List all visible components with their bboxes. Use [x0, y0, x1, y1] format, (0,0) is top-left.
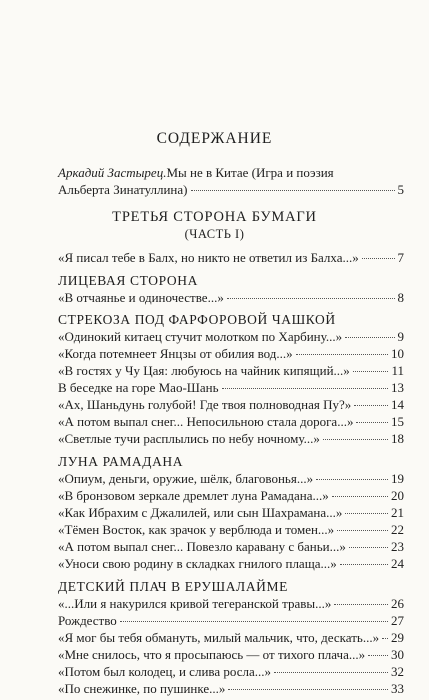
toc-entry-page: 20: [391, 488, 404, 503]
toc-entry-title: «Тёмен Восток, как зрачок у верблюда и томен...»: [58, 522, 335, 537]
toc-entry[interactable]: [58, 414, 404, 431]
toc-entry-page: 15: [391, 414, 404, 429]
author-entry-text-line2: Альберта Зинатуллина): [58, 182, 188, 197]
dot-leader: [191, 190, 395, 191]
toc-entry[interactable]: [58, 471, 404, 488]
toc-entry-title: «Опиум, деньги, оружие, шёлк, благовонья...»: [58, 471, 314, 486]
toc-entry-title: «Ах, Шаньдунь голубой! Где твоя полноводная Пу?»: [58, 397, 352, 412]
toc-entry-title: «Когда потемнеет Янцзы от обилия вод...»: [58, 346, 293, 361]
dot-leader: [353, 371, 389, 372]
toc-entry-title: «В отчаянье и одиночестве...»: [58, 290, 224, 305]
toc-entry-page: 27: [391, 613, 404, 628]
toc-entry[interactable]: [58, 346, 404, 363]
toc-entry[interactable]: [58, 522, 404, 539]
section-heading: ЛИЦЕВАЯ СТОРОНА: [58, 273, 198, 288]
dot-leader: [227, 298, 395, 299]
toc-entry-title: Рождество: [58, 613, 117, 628]
part-subtitle: (ЧАСТЬ I): [184, 227, 245, 241]
toc-entry-title: «Я писал тебе в Балх, но никто не ответил из Балха...»: [58, 250, 359, 265]
toc-entry[interactable]: [58, 290, 404, 307]
toc-entry-title: В беседке на горе Мао-Шань: [58, 380, 219, 395]
dot-leader: [349, 547, 388, 548]
part-title: ТРЕТЬЯ СТОРОНА БУМАГИ: [112, 209, 317, 225]
toc-entry-title: «В бронзовом зеркале дремлет луна Рамадана...»: [58, 488, 329, 503]
toc-entry[interactable]: [58, 329, 404, 346]
dot-leader: [337, 530, 388, 531]
toc-entry-page: 14: [391, 397, 404, 412]
toc-entry[interactable]: [58, 647, 404, 664]
toc-entry-page: 30: [391, 647, 404, 662]
toc-entry-page: 29: [391, 630, 404, 645]
toc-entry-title: «Потом был колодец, и слива росла...»: [58, 664, 271, 679]
toc-entry[interactable]: [58, 664, 404, 681]
toc-entry[interactable]: [58, 380, 404, 397]
toc-entry-page: 24: [391, 556, 404, 571]
toc-entry[interactable]: [58, 539, 404, 556]
dot-leader: [222, 388, 388, 389]
toc-entry[interactable]: [58, 630, 404, 647]
toc-entry-title: «А потом выпал снег... Повезло каравану с баньи...»: [58, 539, 346, 554]
dot-leader: [323, 439, 388, 440]
toc-entry-page: 21: [391, 505, 404, 520]
toc-entry[interactable]: [58, 613, 404, 630]
dot-leader: [316, 479, 388, 480]
dot-leader: [356, 422, 388, 423]
toc-entry-title: «Как Ибрахим с Джалилей, или сын Шахрамана...»: [58, 505, 343, 520]
toc-entry-page: 18: [391, 431, 404, 446]
dot-leader: [382, 638, 388, 639]
section-heading: ДЕТСКИЙ ПЛАЧ В ЕРУШАЛАЙМЕ: [58, 579, 288, 594]
dot-leader: [345, 513, 388, 514]
toc-entry[interactable]: [58, 397, 404, 414]
toc-entry[interactable]: [58, 431, 404, 448]
toc-entry-page: 32: [391, 664, 404, 679]
toc-entry-page: 33: [391, 681, 404, 696]
toc-entry[interactable]: [58, 681, 404, 698]
toc-entry[interactable]: [58, 556, 404, 573]
toc-entry[interactable]: [58, 250, 404, 267]
toc-entry[interactable]: [58, 596, 404, 613]
toc-entry-title: «Я мог бы тебя обмануть, милый мальчик, что, дескать...»: [58, 630, 379, 645]
dot-leader: [345, 337, 394, 338]
toc-entry-title: «А потом выпал снег... Непосильною стала дорога...»: [58, 414, 354, 429]
toc-entry-title: «В гостях у Чу Цая: любуюсь на чайник кипящий...»: [58, 363, 350, 378]
toc-entry-page: 19: [391, 471, 404, 486]
toc-entry-title: «Уноси свою родину в складках гнилого плаща...»: [58, 556, 337, 571]
section-heading: СТРЕКОЗА ПОД ФАРФОРОВОЙ ЧАШКОЙ: [58, 312, 336, 327]
toc-entry-page: 22: [391, 522, 404, 537]
toc-entry-page: 11: [391, 363, 404, 378]
toc-entry-page: 8: [397, 290, 404, 305]
toc-entry-page: 23: [391, 539, 404, 554]
toc-entry-page: 9: [397, 329, 404, 344]
toc-entry-page: 26: [391, 596, 404, 611]
dot-leader: [362, 258, 395, 259]
toc-entry-title: «Мне снилось, что я просыпаюсь — от тихого плача...»: [58, 647, 366, 662]
dot-leader: [368, 655, 388, 656]
dot-leader: [332, 496, 388, 497]
dot-leader: [274, 672, 388, 673]
author-entry: [58, 164, 404, 198]
dot-leader: [334, 604, 388, 605]
toc-entry[interactable]: [58, 505, 404, 522]
toc-entry-page: 13: [391, 380, 404, 395]
dot-leader: [296, 354, 388, 355]
toc-entry-title: «Светлые тучи расплылись по небу ночному...»: [58, 431, 320, 446]
toc-entry-title: «По снежинке, по пушинке...»: [58, 681, 226, 696]
author-entry-page: 5: [397, 182, 404, 197]
toc-entry-page: 7: [397, 250, 404, 265]
section-heading: ЛУНА РАМАДАНА: [58, 454, 184, 469]
author-name: Аркадий Застырец.: [58, 165, 167, 180]
author-entry-text-line1: Мы не в Китае (Игра и поэзия: [166, 165, 334, 180]
dot-leader: [354, 405, 388, 406]
dot-leader: [120, 621, 388, 622]
toc-entry-title: «...Или я накурился кривой тегеранской травы...»: [58, 596, 332, 611]
toc-title: СОДЕРЖАНИЕ: [156, 130, 273, 147]
toc-entry-page: 10: [391, 346, 404, 361]
dot-leader: [340, 564, 388, 565]
dot-leader: [228, 689, 388, 690]
toc-entry[interactable]: [58, 488, 404, 505]
toc-entry-title: «Одинокий китаец стучит молотком по Харбину...»: [58, 329, 343, 344]
toc-entry[interactable]: [58, 363, 404, 380]
